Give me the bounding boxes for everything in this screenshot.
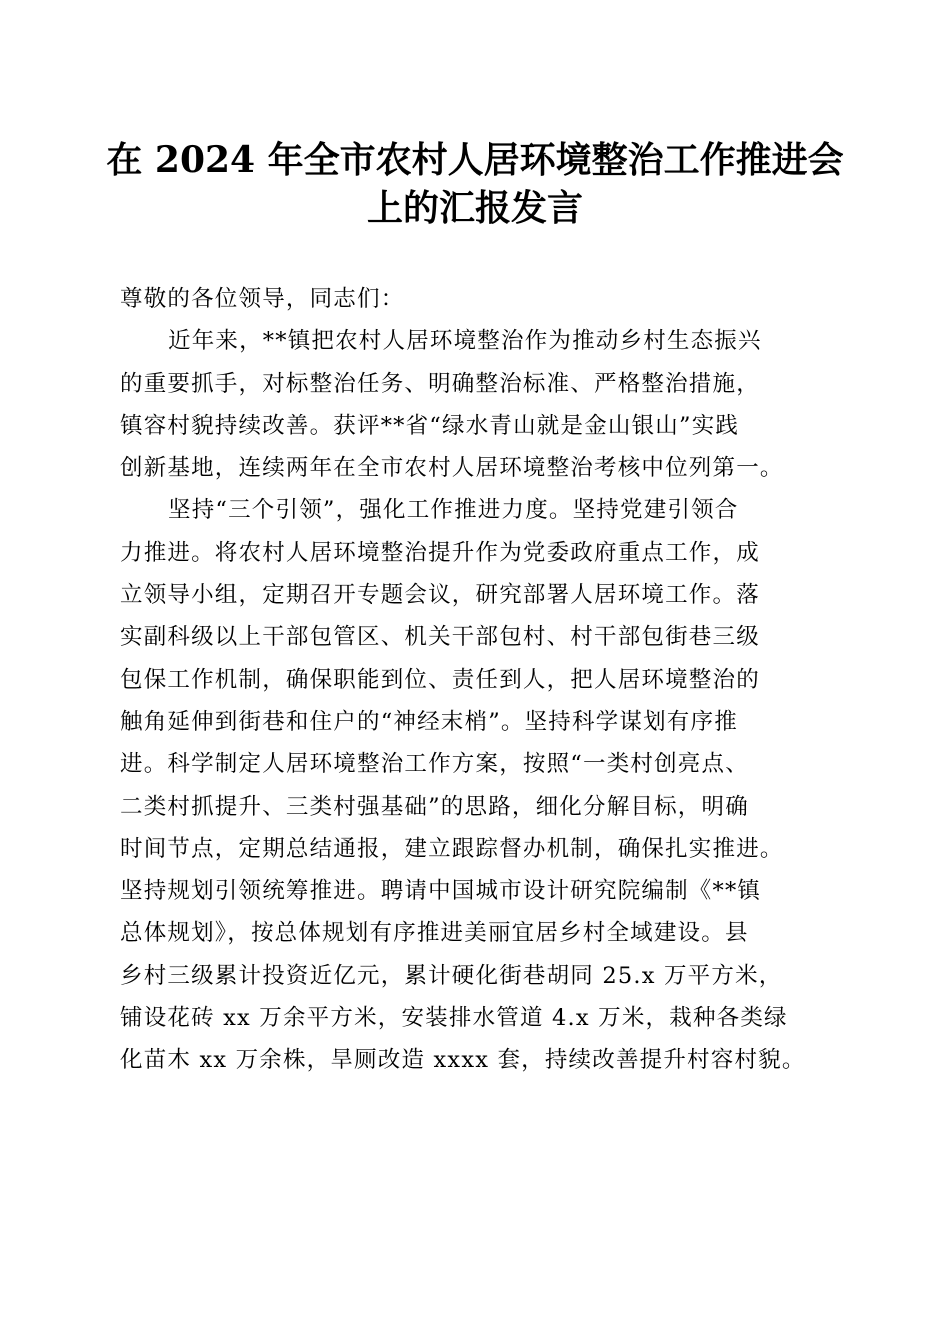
paragraph-2 (120, 489, 832, 1081)
title-line-2: 上的汇报发言 (366, 187, 583, 229)
title-line-1: 在 2024 年全市农村人居环境整治工作推进会 (106, 139, 844, 181)
paragraph-2-line: 总体规划》，按总体规划有序推进美丽宜居乡村全域建设。县 (120, 920, 749, 947)
document-title (100, 136, 850, 232)
paragraph-2-line: 乡村三级累计投资近亿元，累计硬化街巷胡同 25.x 万平方米， (120, 962, 783, 989)
paragraph-1-line: 创新基地，连续两年在全市农村人居环境整治考核中位列第一。 (120, 455, 784, 482)
paragraph-1-line: 的重要抓手，对标整治任务、明确整治标准、严格整治措施， (120, 370, 760, 397)
paragraph-2-line: 力推进。将农村人居环境整治提升作为党委政府重点工作，成 (120, 539, 760, 566)
paragraph-2-line: 包保工作机制，确保职能到位、责任到人，把人居环境整治的 (120, 666, 760, 693)
paragraph-2-line: 实副科级以上干部包管区、机关干部包村、村干部包街巷三级 (120, 624, 760, 651)
paragraph-2-line: 坚持规划引领统筹推进。聘请中国城市设计研究院编制《**镇 (120, 878, 762, 905)
paragraph-2-line: 进。科学制定人居环境整治工作方案，按照“一类村创亮点、 (120, 751, 749, 778)
paragraph-1 (120, 320, 832, 489)
paragraph-1-line: 近年来，**镇把农村人居环境整治作为推动乡村生态振兴 (168, 328, 762, 355)
paragraph-2-line: 坚持“三个引领”，强化工作推进力度。坚持党建引领合 (168, 497, 739, 524)
paragraph-2-line: 二类村抓提升、三类村强基础”的思路，细化分解目标，明确 (120, 793, 749, 820)
paragraph-2-line: 化苗木 xx 万余株，旱厕改造 xxxx 套，持续改善提升村容村貌。 (120, 1047, 806, 1074)
paragraph-1-line: 镇容村貌持续改善。获评**省“绿水青山就是金山银山”实践 (120, 412, 740, 439)
document-body (120, 278, 832, 1082)
paragraph-2-line: 铺设花砖 xx 万余平方米，安装排水管道 4.x 万米，栽种各类绿 (120, 1005, 788, 1032)
paragraph-2-line: 立领导小组，定期召开专题会议，研究部署人居环境工作。落 (120, 582, 760, 609)
paragraph-2-line: 时间节点，定期总结通报，建立跟踪督办机制，确保扎实推进。 (120, 835, 784, 862)
salutation: 尊敬的各位领导，同志们： (120, 286, 405, 312)
paragraph-2-line: 触角延伸到街巷和住户的“神经末梢”。坚持科学谋划有序推 (120, 708, 738, 735)
